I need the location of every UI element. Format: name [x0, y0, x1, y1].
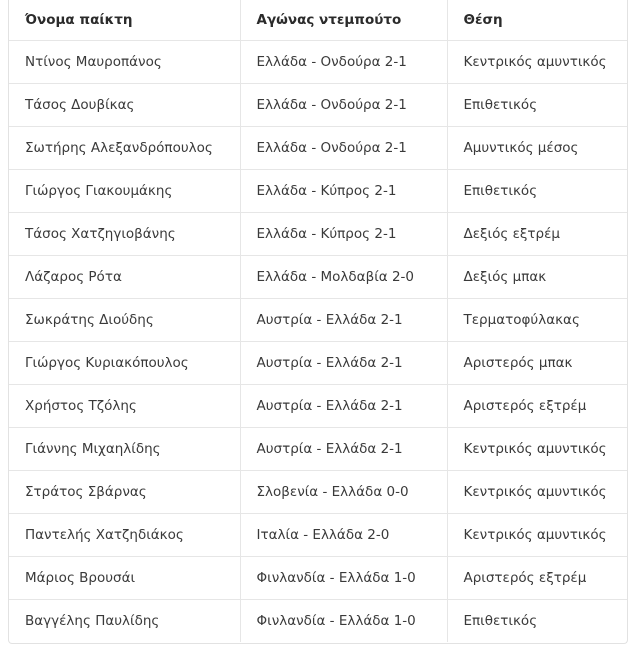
position-cell: Επιθετικός	[447, 84, 628, 127]
position-cell: Επιθετικός	[463, 613, 538, 629]
debut-players-table	[9, 0, 628, 642]
debut-match-cell: Ελλάδα - Ονδούρα 2-1	[240, 41, 447, 84]
table-header	[9, 0, 628, 41]
position-cell: Αριστερός μπακ	[447, 342, 628, 385]
debut-match-cell: Ελλάδα - Κύπρος 2-1	[240, 170, 447, 213]
table-row	[9, 428, 628, 471]
table-row	[9, 213, 628, 256]
player-name-cell: Γιώργος Κυριακόπουλος	[9, 342, 240, 385]
position-cell: Δεξιός μπακ	[447, 256, 628, 299]
table-row	[9, 471, 628, 514]
header-position: Θέση	[447, 0, 628, 41]
debut-match-cell: Ελλάδα - Ονδούρα 2-1	[240, 127, 447, 170]
debut-match-cell: Αυστρία - Ελλάδα 2-1	[240, 342, 447, 385]
position-cell: Κεντρικός αμυντικός	[447, 471, 628, 514]
debut-match-cell: Φινλανδία - Ελλάδα 1-0	[240, 600, 447, 643]
player-name-cell: Χρήστος Τζόλης	[9, 385, 240, 428]
position-cell: Κεντρικός αμυντικός	[447, 41, 628, 84]
table-row	[9, 170, 628, 213]
player-name-cell: Σωκράτης Διούδης	[9, 299, 240, 342]
debut-players-table-container	[8, 0, 628, 644]
debut-match-cell: Σλοβενία - Ελλάδα 0-0	[240, 471, 447, 514]
player-name-cell: Γιάννης Μιχαηλίδης	[9, 428, 240, 471]
table-row	[9, 600, 628, 643]
table-row	[9, 385, 628, 428]
player-name-cell: Παντελής Χατζηδιάκος	[9, 514, 240, 557]
table-row	[9, 514, 628, 557]
debut-match-cell: Αυστρία - Ελλάδα 2-1	[240, 428, 447, 471]
position-cell: Αριστερός εξτρέμ	[447, 557, 628, 600]
table-row	[9, 127, 628, 170]
debut-match-cell: Αυστρία - Ελλάδα 2-1	[240, 299, 447, 342]
player-name-cell: Λάζαρος Ρότα	[9, 256, 240, 299]
player-name-cell: Μάριος Βρουσάι	[9, 557, 240, 600]
position-cell: Επιθετικός	[447, 170, 628, 213]
table-row	[9, 557, 628, 600]
position-cell: Αριστερός εξτρέμ	[447, 385, 628, 428]
table-row	[9, 41, 628, 84]
debut-match-cell: Ελλάδα - Κύπρος 2-1	[240, 213, 447, 256]
player-name-cell: Στράτος Σβάρνας	[9, 471, 240, 514]
position-cell: Κεντρικός αμυντικός	[447, 428, 628, 471]
header-row	[9, 0, 628, 41]
position-cell: Αμυντικός μέσος	[447, 127, 628, 170]
table-row	[9, 256, 628, 299]
table-body	[9, 41, 628, 643]
table-row	[9, 84, 628, 127]
player-name-cell: Ντίνος Μαυροπάνος	[9, 41, 240, 84]
table-row	[9, 299, 628, 342]
player-name-cell: Τάσος Δουβίκας	[9, 84, 240, 127]
player-name-cell: Σωτήρης Αλεξανδρόπουλος	[9, 127, 240, 170]
position-cell: Κεντρικός αμυντικός	[447, 514, 628, 557]
table-row	[9, 342, 628, 385]
header-player-name: Όνομα παίκτη	[9, 0, 240, 41]
debut-match-cell: Αυστρία - Ελλάδα 2-1	[240, 385, 447, 428]
position-cell: Δεξιός εξτρέμ	[447, 213, 628, 256]
player-name-cell: Τάσος Χατζηγιοβάνης	[9, 213, 240, 256]
debut-match-cell: Ιταλία - Ελλάδα 2-0	[240, 514, 447, 557]
debut-match-cell: Φινλανδία - Ελλάδα 1-0	[240, 557, 447, 600]
header-debut-match: Αγώνας ντεμπούτο	[240, 0, 447, 41]
player-name-cell: Βαγγέλης Παυλίδης	[9, 600, 240, 643]
player-name-cell: Γιώργος Γιακουμάκης	[9, 170, 240, 213]
debut-match-cell: Ελλάδα - Μολδαβία 2-0	[240, 256, 447, 299]
debut-match-cell: Ελλάδα - Ονδούρα 2-1	[240, 84, 447, 127]
position-cell: Τερματοφύλακας	[447, 299, 628, 342]
